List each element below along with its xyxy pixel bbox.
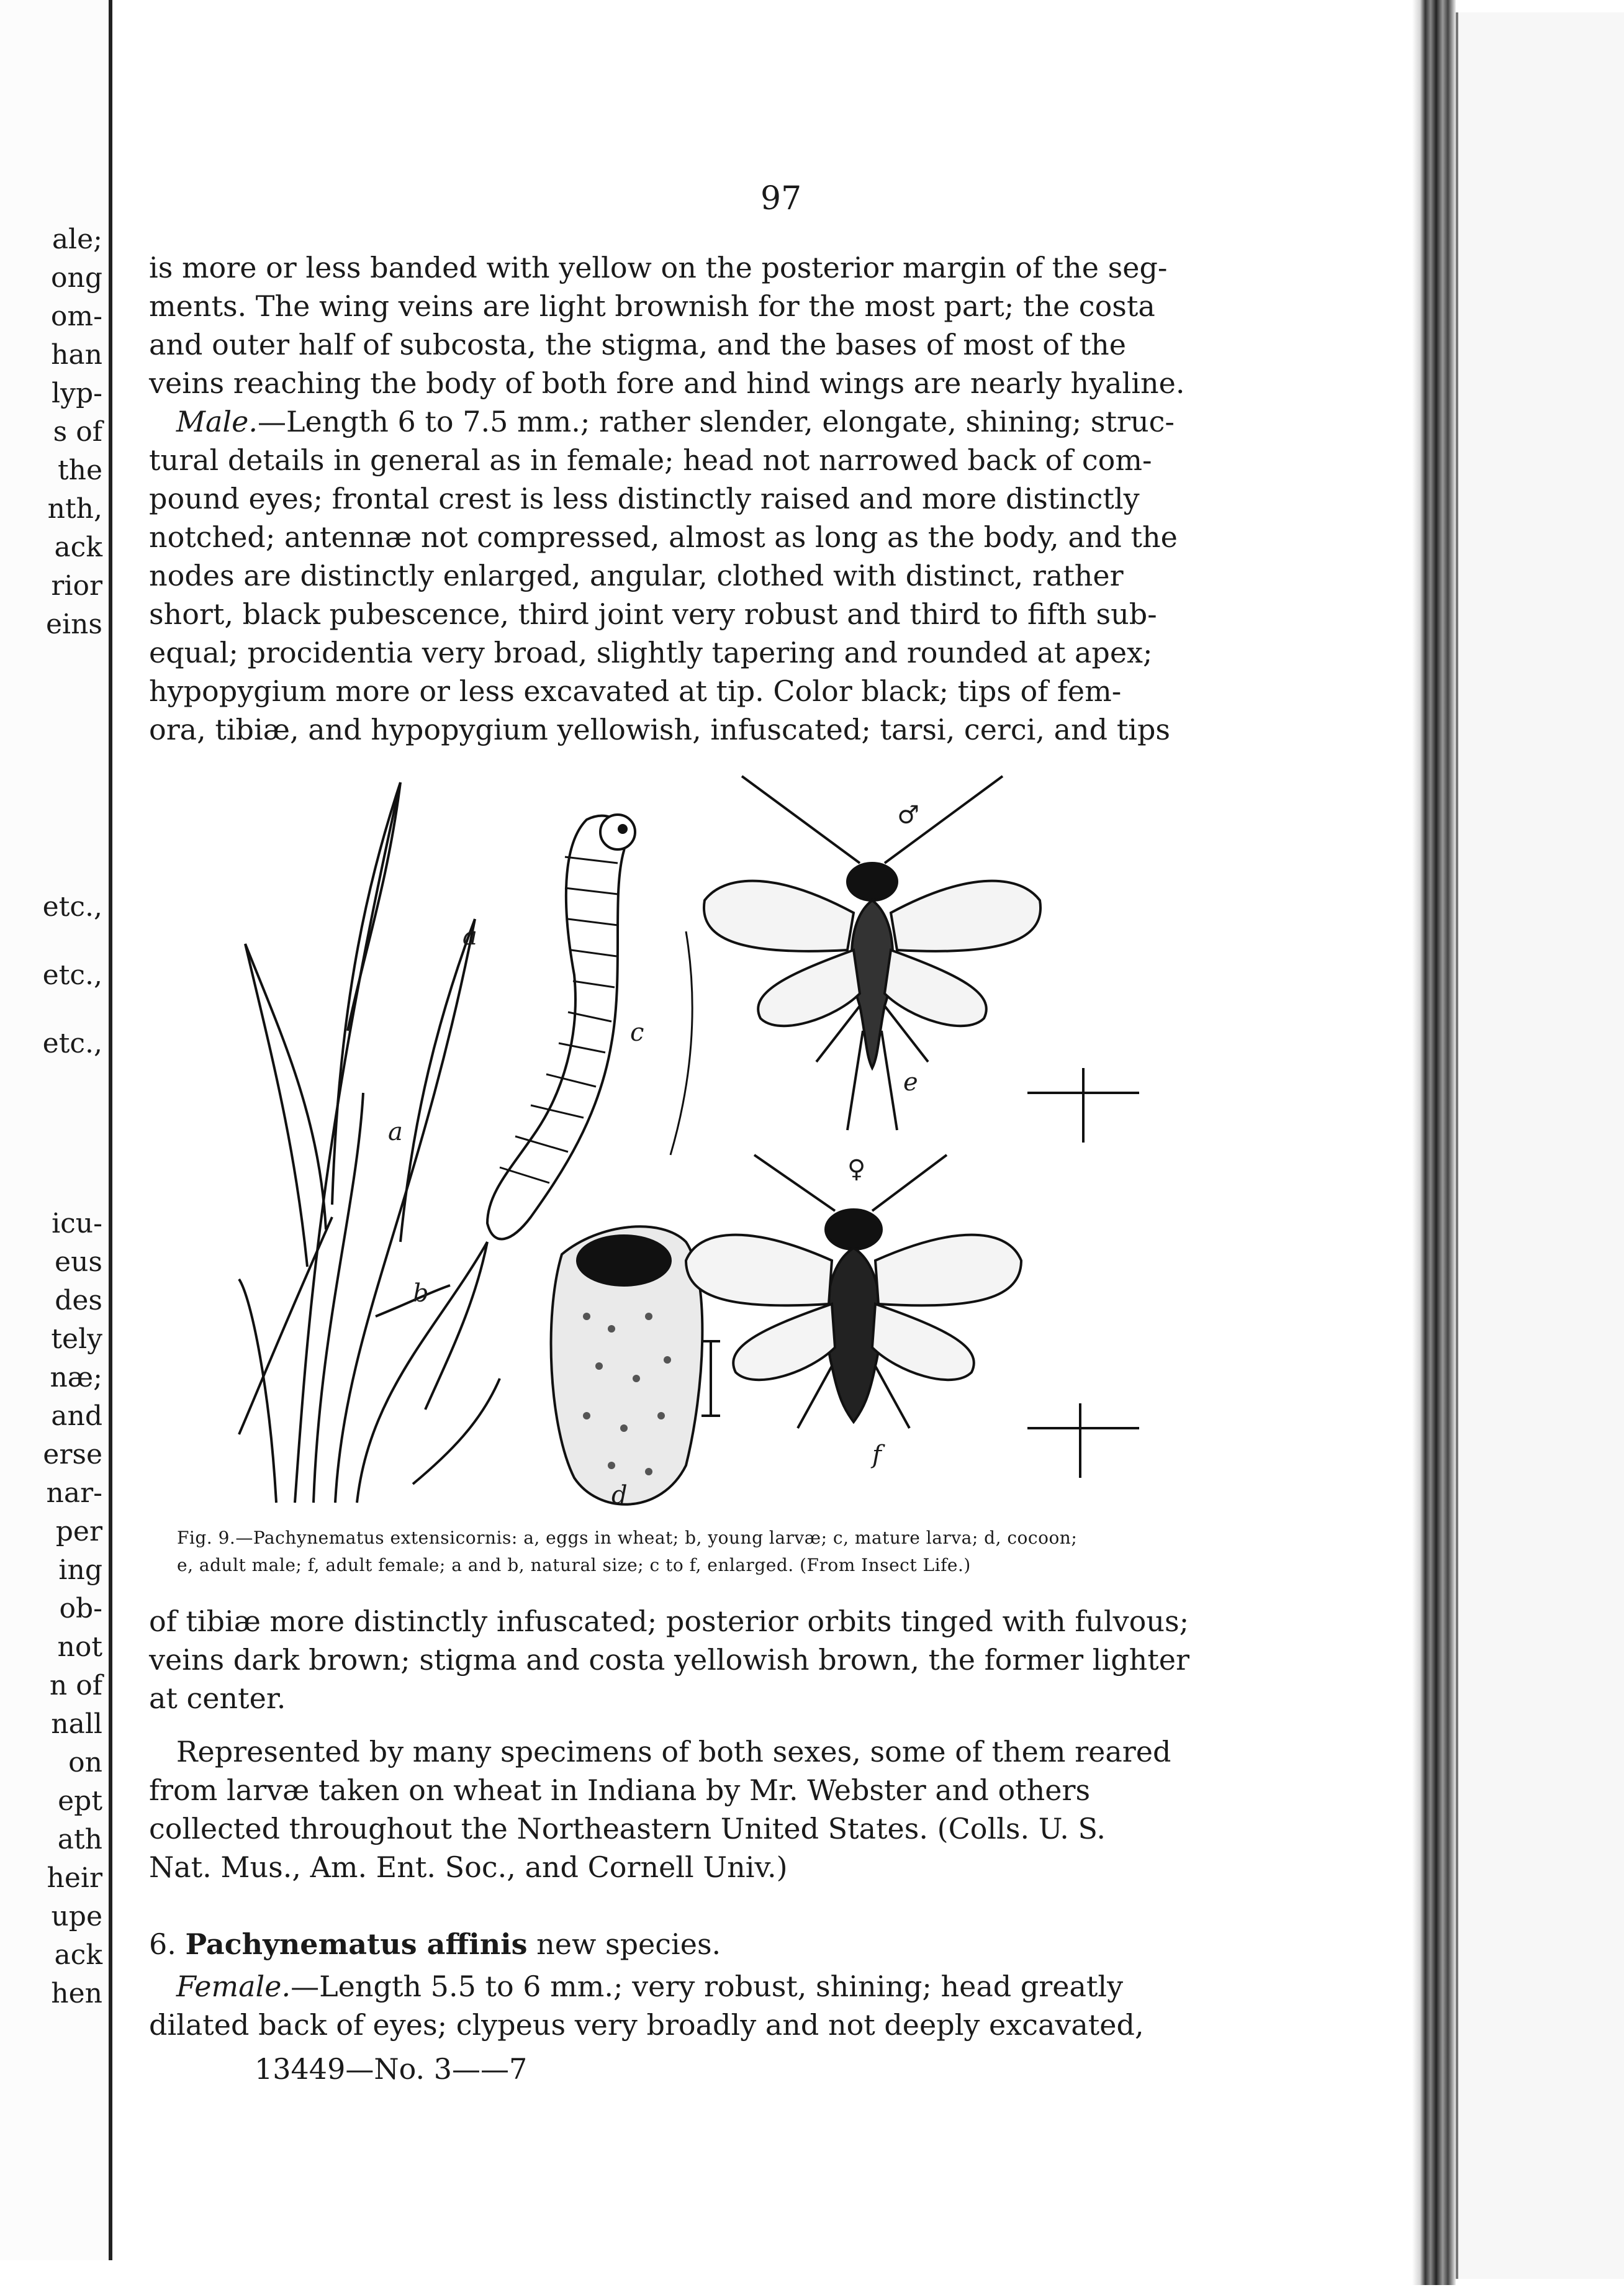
text-line: tural details in general as in female; head not narrowed back of com- [149, 443, 1152, 477]
female-symbol: ♀ [847, 1155, 866, 1184]
left-page-fragment: rior [51, 570, 102, 602]
left-page-fragment: on [68, 1747, 102, 1778]
left-page-fragment: hen [51, 1978, 102, 2009]
text-line: veins reaching the body of both fore and hind wings are nearly hyaline. [149, 366, 1185, 400]
left-page-fragment: ob- [59, 1593, 102, 1624]
text-line: equal; procidentia very broad, slightly tapering and rounded at apex; [149, 636, 1153, 669]
paragraph-female [149, 1967, 1186, 2044]
signature-mark: 13449—No. 3——7 [255, 2052, 528, 2086]
species-suffix: new species. [527, 1927, 721, 1961]
male-symbol: ♂ [897, 801, 919, 830]
left-page-fragment: the [57, 455, 102, 486]
text-line: veins dark brown; stigma and costa yellowish brown, the former lighter [149, 1643, 1189, 1677]
figure-label-f: f [872, 1441, 882, 1469]
text-line: collected throughout the Northeastern United States. (Colls. U. S. [149, 1812, 1106, 1845]
text-line [149, 1967, 1186, 2006]
text-line: notched; antennæ not compressed, almost as long as the body, and the [149, 520, 1178, 554]
page-number: 97 [760, 180, 802, 217]
text-line: is more or less banded with yellow on the posterior margin of the seg- [149, 251, 1168, 284]
left-page-fragment: ong [51, 262, 102, 294]
figure-caption [177, 1524, 1195, 1579]
figure-label-b: b [413, 1279, 429, 1308]
text-line: and outer half of subcosta, the stigma, and the bases of most of the [149, 328, 1126, 361]
left-page-fragment: ale; [52, 224, 102, 255]
left-page-fragment: heir [47, 1862, 102, 1894]
page-stack-edge [1456, 12, 1624, 2279]
text-segment: Represented by many specimens of both sexes, some of them reared [176, 1735, 1171, 1768]
figure-label-a: a [388, 1118, 403, 1146]
left-page-fragment: nth, [47, 493, 102, 525]
caption-line: Fig. 9.—Pachynematus extensicornis: a, eggs in wheat; b, young larvæ; c, mature larva; d, cocoon; [177, 1528, 1078, 1548]
paragraph-1 [149, 248, 1186, 402]
left-page-fragment: eins [45, 609, 102, 640]
left-page-fragment: s of [53, 416, 102, 448]
text-line: ments. The wing veins are light brownish for the most part; the costa [149, 289, 1155, 323]
figure-label-a: a [462, 922, 477, 951]
female-label: Female. [176, 1970, 291, 2003]
text-line: ora, tibiæ, and hypopygium yellowish, infuscated; tarsi, cerci, and tips [149, 713, 1170, 746]
binding-edge [1412, 0, 1456, 2285]
text-line [149, 402, 1186, 441]
left-page-fragment: and [51, 1400, 102, 1432]
left-page-fragment: per [55, 1516, 102, 1547]
left-page-fragment: næ; [50, 1362, 102, 1393]
left-page-fragment: not [57, 1631, 102, 1663]
left-page-fragment: om- [50, 301, 102, 332]
female-text-first: —Length 5.5 to 6 mm.; very robust, shining; head greatly [291, 1970, 1124, 2003]
left-page-fragment: ath [57, 1824, 102, 1855]
left-page-fragment: han [51, 339, 102, 371]
left-page-edge [0, 0, 112, 2260]
male-text-first: —Length 6 to 7.5 mm.; rather slender, elongate, shining; struc- [257, 405, 1175, 438]
left-page-fragment: n of [49, 1670, 102, 1701]
species-number: 6. [149, 1927, 176, 1961]
paragraph-4 [149, 1732, 1186, 1886]
text-line: nodes are distinctly enlarged, angular, clothed with distinct, rather [149, 559, 1124, 592]
figure-illustration [214, 770, 1232, 1528]
figure-label-e: e [903, 1068, 918, 1097]
left-page-fragment: nar- [46, 1477, 102, 1509]
text-line: pound eyes; frontal crest is less distinctly raised and more distinctly [149, 482, 1140, 515]
left-page-fragment: tely [51, 1323, 102, 1355]
species-name: Pachynematus affinis [185, 1927, 528, 1961]
figure-9 [214, 770, 1232, 1528]
main-page [115, 0, 1437, 2260]
figure-label-d: d [611, 1481, 628, 1510]
left-page-fragment: ept [58, 1785, 102, 1817]
left-page-fragment: upe [51, 1901, 102, 1932]
left-page-fragment: nall [51, 1708, 102, 1740]
paragraph-3 [149, 1602, 1189, 1718]
text-line: hypopygium more or less excavated at tip. Color black; tips of fem- [149, 674, 1122, 708]
left-page-fragment: etc., [42, 1028, 102, 1059]
left-page-fragment: etc., [42, 891, 102, 923]
caption-line: e, adult male; f, adult female; a and b, natural size; c to f, enlarged. (From Insect Life.) [177, 1555, 971, 1575]
text-line: Nat. Mus., Am. Ent. Soc., and Cornell Univ.) [149, 1850, 788, 1884]
left-page-fragment: lyp- [52, 378, 102, 409]
paragraph-male [149, 402, 1186, 749]
male-label: Male. [176, 405, 258, 438]
left-page-fragment: erse [43, 1439, 102, 1470]
text-line: of tibiæ more distinctly infuscated; posterior orbits tinged with fulvous; [149, 1605, 1189, 1638]
left-page-fragment: ack [54, 1939, 102, 1971]
text-line [149, 1732, 1186, 1771]
text-line: short, black pubescence, third joint very robust and third to fifth sub- [149, 597, 1157, 631]
text-line: dilated back of eyes; clypeus very broadly and not deeply excavated, [149, 2008, 1144, 2042]
figure-label-c: c [630, 1018, 644, 1047]
left-page-fragment: ack [54, 532, 102, 563]
left-page-fragment: etc., [42, 959, 102, 991]
left-page-fragment: eus [55, 1246, 102, 1278]
left-page-fragment: des [55, 1285, 102, 1316]
text-line: from larvæ taken on wheat in Indiana by Mr. Webster and others [149, 1773, 1091, 1807]
left-page-fragment: ing [58, 1554, 102, 1586]
left-page-fragment: icu- [52, 1208, 102, 1239]
text-line: at center. [149, 1682, 286, 1715]
text-line [149, 1925, 1186, 1963]
species-heading [149, 1925, 1186, 1963]
